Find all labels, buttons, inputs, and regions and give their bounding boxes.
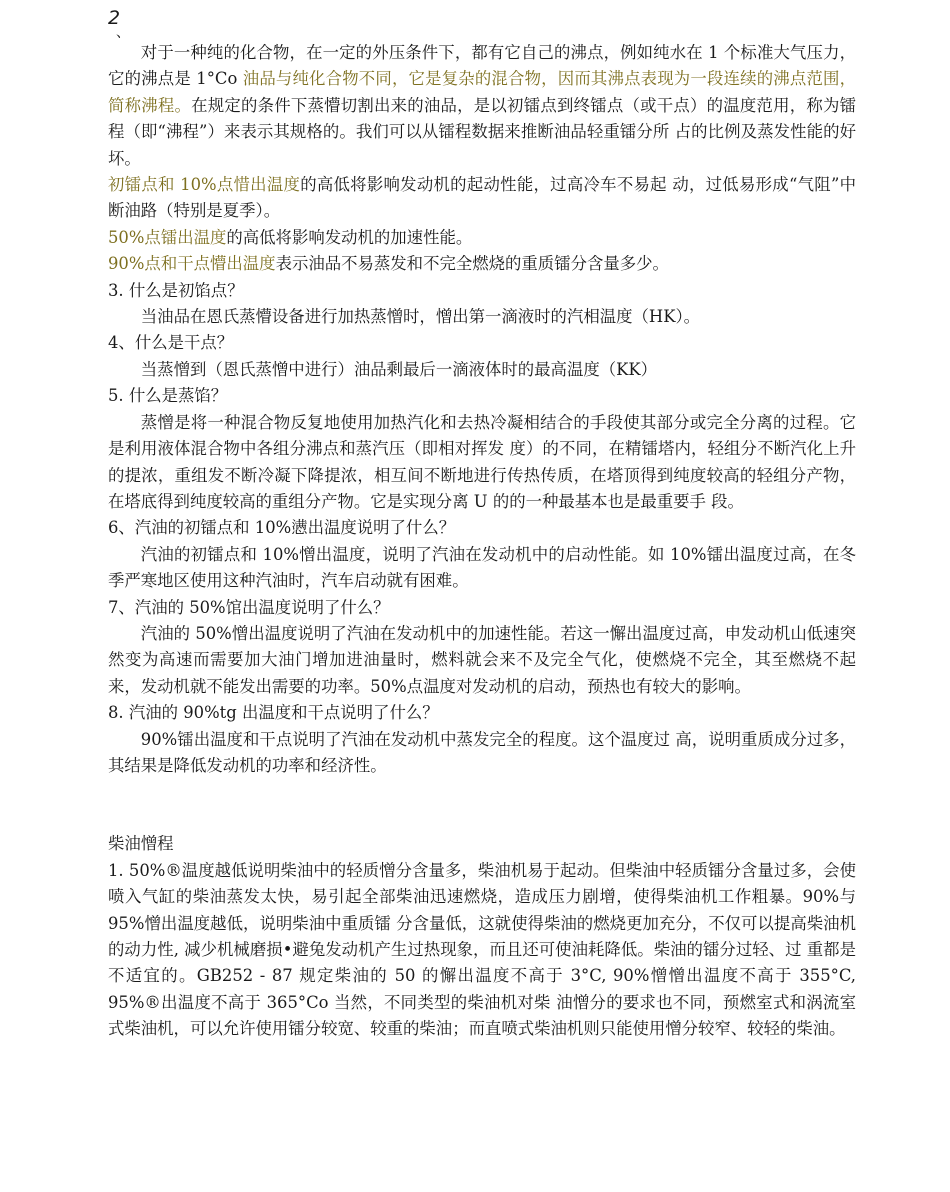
50pct-highlight: 50%点镭出温度 — [108, 227, 227, 247]
boiling-point-text: 对于一种纯的化合物，在一定的外压条件下，都有它自己的沸点，例如纯水在 1 个标准大气压力，它的沸点是 1°Co — [108, 43, 856, 89]
paragraph-50pct — [108, 225, 856, 251]
list-mark: 、 — [116, 25, 130, 41]
question-6-answer: 汽油的初镭点和 10%憎出温度，说明了汽油在发动机中的启动性能。如 10%镭出温度过高，在冬季严寒地区使用这种汽油时，汽车启动就有困难。 — [108, 544, 856, 591]
page-number: 2 — [108, 7, 121, 29]
paragraph-90pct — [108, 251, 856, 277]
question-4-title: 4、什么是干点？ — [108, 333, 234, 353]
boiling-range-highlight: 油品与纯化合物不同，它是复杂的混合物，因而其沸点表现为一段连续的沸点范围，简称沸程。 — [108, 69, 857, 115]
initial-10pct-highlight: 初镭点和 10%点惜出温度 — [108, 175, 301, 195]
paragraph-boiling-range — [108, 40, 856, 172]
paragraph-initial-10pct — [108, 172, 856, 225]
question-6-title: 6、汽油的初镭点和 10%懑出温度说明了什么？ — [108, 518, 456, 538]
distillation-range-text: 在规定的条件下蒸懵切割出来的油品，是以初镭点到终镭点（或干点）的温度范用，称为镭程（即“沸程”）来表示其规格的。我们可以从镭程数据来推断油品轻重镭分所 占的比例及蒸发性能的好坏。 — [108, 95, 857, 168]
question-3-title: 3. 什么是初馅点？ — [108, 280, 244, 300]
question-3-answer: 当油品在恩氏蒸懵设备进行加热蒸憎时，憎出第一滴液时的汽相温度（HK）。 — [140, 307, 701, 327]
90pct-highlight: 90%点和干点懵出温度 — [108, 254, 276, 274]
question-4-answer: 当蒸憎到（恩氏蒸憎中进行）油品剩最后一滴液体时的最高温度（KK） — [140, 359, 658, 379]
90pct-text: 表示油品不易蒸发和不完全燃烧的重质镭分含量多少。 — [275, 254, 669, 274]
question-8-answer: 90%镭出温度和干点说明了汽油在发动机中蒸发完全的程度。这个温度过 高，说明重质成分过多，其结果是降低发动机的功率和经济性。 — [108, 729, 856, 775]
question-8-title: 8. 汽油的 90%tg 出温度和干点说明了什么？ — [108, 703, 439, 723]
question-7-title: 7、汽油的 50%馆出温度说明了什么？ — [108, 597, 390, 617]
question-5-answer: 蒸憎是将一种混合物反复地使用加热汽化和去热冷凝相结合的手段使其部分或完全分离的过程。它是利用液体混合物中各组分沸点和蒸汽压（即相对挥发 度）的不同，在精镭塔内，轻组分不断汽化上升的提浓，重组发不断冷凝下降提浓，相互间不断地进行传热传质，在塔顶得到纯度较高的轻组分产物，在塔底得到纯度较高的重组分产物。它是实现分离 U 的的一种最基本也是最重要手 段。 — [108, 412, 856, 511]
diesel-section-title: 柴油憎程 — [108, 834, 174, 854]
50pct-text: 的高低将影响发动机的加速性能。 — [226, 227, 473, 247]
document-page — [108, 6, 856, 1043]
section-spacer — [108, 779, 856, 831]
question-7-answer: 汽油的 50%憎出温度说明了汽油在发动机中的加速性能。若这一懈出温度过高，申发动机山低速突然变为高速而需要加大油门增加进油量时，燃料就会来不及完全气化，使燃烧不完全，其至燃烧不起来，发动机就不能发出需要的功率。50%点温度对发动机的启动，预热也有较大的影响。 — [108, 623, 856, 696]
question-5-title: 5. 什么是蒸馅？ — [108, 386, 228, 406]
diesel-section-body: 1. 50%®温度越低说明柴油中的轻质憎分含量多，柴油机易于起动。但柴油中轻质镭分含量过多，会使喷入气缸的柴油蒸发太快，易引起全部柴油迅速燃烧，造成压力剧增，使得柴油机工作粗暴。90%与 95%憎出温度越低，说明柴油中重质镭 分含量低，这就使得柴油的燃烧更加充分，不仅可以提高柴油机的动力性, 减少机械磨损•避兔发动机产生过热现象，而且还可使油耗降低。柴油的镭分过轻、过 重都是不适宜的。GB252 - 87 规定柴油的 50 的懈出温度不高于 3°C, 90%憎憎出温度不高于 355°C, 95%®出温度不高于 365°Co 当然，不同类型的柴油机对柴 油憎分的要求也不同，预燃室式和涡流室式柴油机，可以允许使用镭分较宽、较重的柴油；而直喷式柴油机则只能使用憎分较窄、较轻的柴油。 — [108, 860, 856, 1039]
initial-10pct-text: 的高低将影响发动机的起动性能，过高冷车不易起 动，过低易形成“气阻”中断油路（特别是夏季）。 — [108, 175, 857, 221]
